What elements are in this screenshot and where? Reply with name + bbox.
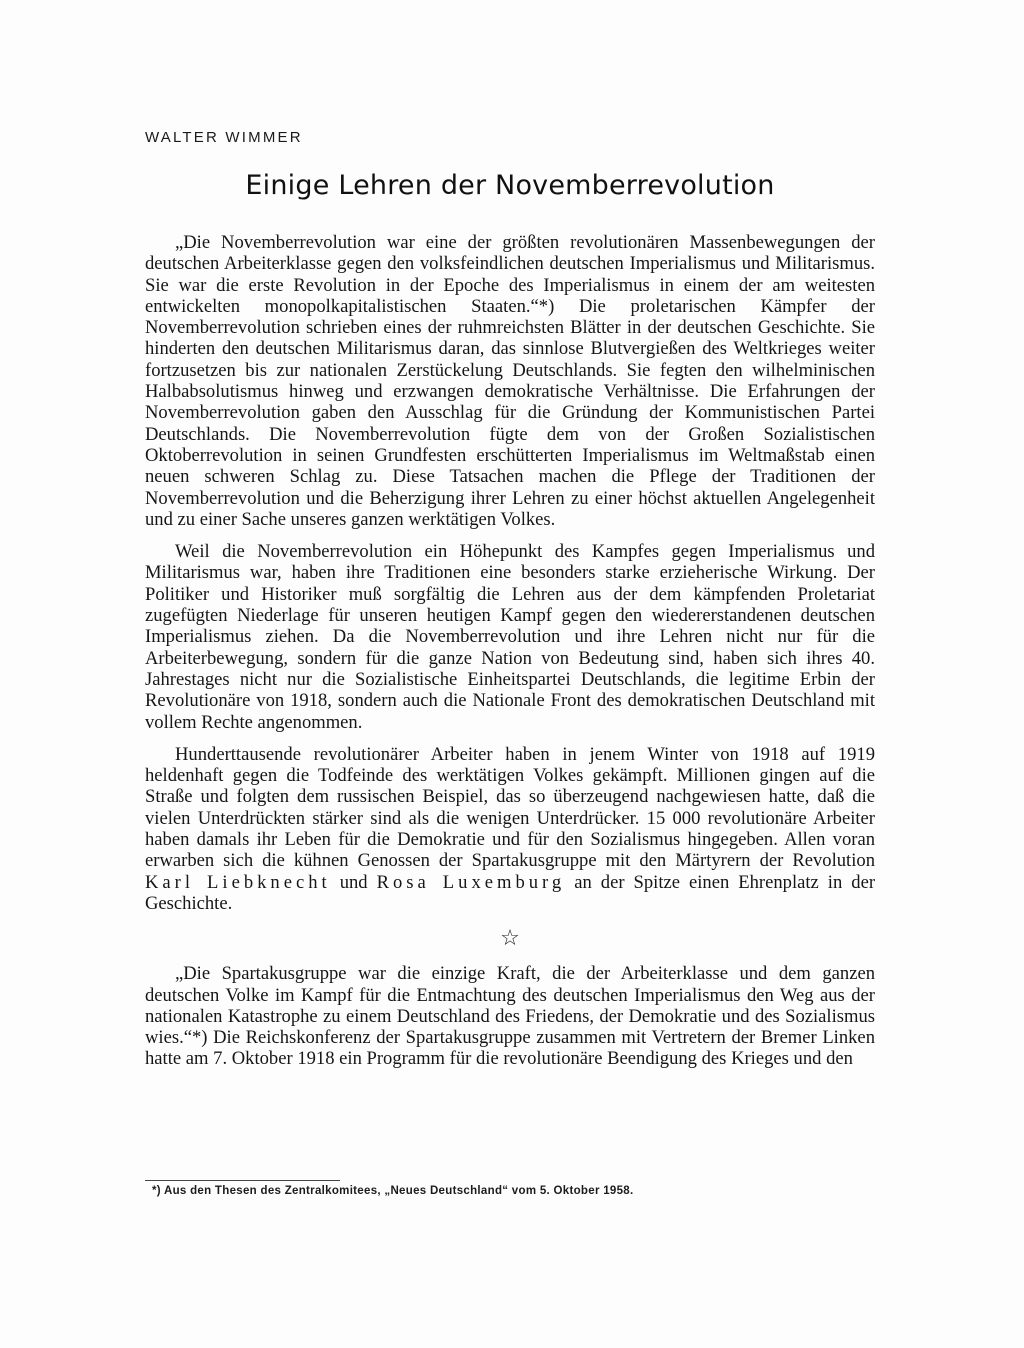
footnote-rule xyxy=(145,1180,340,1181)
paragraph-2: Weil die Novemberrevolution ein Höhepunkt des Kampfes gegen Imperialismus und Militarismus war, haben ihre Traditionen eine besonders starke erzieherische Wirkung. Der Politiker und Historiker muß sorgfältig die Lehren aus der dem kämpfenden Proletariat zugefügten Niederlage für unseren heutigen Kampf gegen den wiedererstandenen deutschen Imperialismus ziehen. Da die Novemberrevolution und ihre Lehren nicht nur für die Arbeiterbewegung, sondern für die ganze Nation von Bedeutung sind, haben sich ihres 40. Jahrestages nicht nur die Sozialistische Einheitspartei Deutschlands, die legitime Erbin der Revolutionäre von 1918, sondern auch die Nationale Front des demokratischen Deutschland mit vollem Rechte angenommen. xyxy=(145,541,875,733)
author-name: WALTER WIMMER xyxy=(145,129,303,146)
paragraph-3-connector: und xyxy=(339,871,368,893)
name-rosa-luxemburg: Rosa Luxemburg xyxy=(376,871,566,893)
star-divider-icon: ☆ xyxy=(500,926,520,952)
paragraph-3-text-end: an der Spitze einen Ehrenplatz in der Geschichte. xyxy=(145,871,876,914)
article-title: Einige Lehren der Novemberrevolution xyxy=(245,170,775,201)
footnote: *) Aus den Thesen des Zentralkomitees, „Neues Deutschland“ vom 5. Oktober 1958. xyxy=(152,1185,634,1197)
article-body xyxy=(145,232,875,1070)
paragraph-3-text-start: Hunderttausende revolutionärer Arbeiter haben in jenem Winter von 1918 auf 1919 heldenhaft gegen die Todfeinde des werktätigen Volkes gekämpft. Millionen gingen auf die Straße und folgten dem russischen Beispiel, das so überzeugend nachgewiesen hatte, daß die vielen Unterdrückten stärker sind als die wenigen Unterdrücker. 15 000 revolutionäre Arbeiter haben damals ihr Leben für die Demokratie und für den Sozialismus hingegeben. Allen voran erwarben sich die kühnen Genossen der Spartakusgruppe mit den Märtyrern der Revolution xyxy=(145,743,875,872)
paragraph-3 xyxy=(145,744,875,914)
name-karl-liebknecht: Karl Liebknecht xyxy=(145,871,331,893)
paragraph-4: „Die Spartakusgruppe war die einzige Kraft, die der Arbeiterklasse und dem ganzen deutschen Volke im Kampf für die Entmachtung des deutschen Imperialismus den Weg aus der nationalen Katastrophe zu einem Deutschland des Friedens, der Demokratie und des Sozialismus wies.“*) Die Reichskonferenz der Spartakusgruppe zusammen mit Vertretern der Bremer Linken hatte am 7. Oktober 1918 ein Programm für die revolutionäre Beendigung des Krieges und den xyxy=(145,963,875,1070)
paragraph-1: „Die Novemberrevolution war eine der größten revolutionären Massenbewegungen der deutschen Arbeiterklasse gegen den volksfeindlichen deutschen Imperialismus und Militarismus. Sie war die erste Revolution in der Epoche des Imperialismus in einem der am weitesten entwickelten monopolkapitalistischen Staaten.“*) Die proletarischen Kämpfer der Novemberrevolution schrieben eines der ruhmreichsten Blätter in der deutschen Geschichte. Sie hinderten den deutschen Militarismus daran, das sinnlose Blutvergießen des Weltkrieges weiter fortzusetzen bis zur nationalen Zerstückelung Deutschlands. Sie fegten den wilhelminischen Halbabsolutismus hinweg und erzwangen demokratische Verhältnisse. Die Erfahrungen der Novemberrevolution gaben den Ausschlag für die Gründung der Kommunistischen Partei Deutschlands. Die Novemberrevolution fügte dem von der Großen Sozialistischen Oktoberrevolution in seinen Grundfesten erschütterten Imperialismus im Weltmaßstab einen neuen schweren Schlag zu. Diese Tatsachen machen die Pflege der Traditionen der Novemberrevolution und die Beherzigung ihrer Lehren zu einer höchst aktuellen Angelegenheit und zu einer Sache unseres ganzen werktätigen Volkes. xyxy=(145,232,875,530)
